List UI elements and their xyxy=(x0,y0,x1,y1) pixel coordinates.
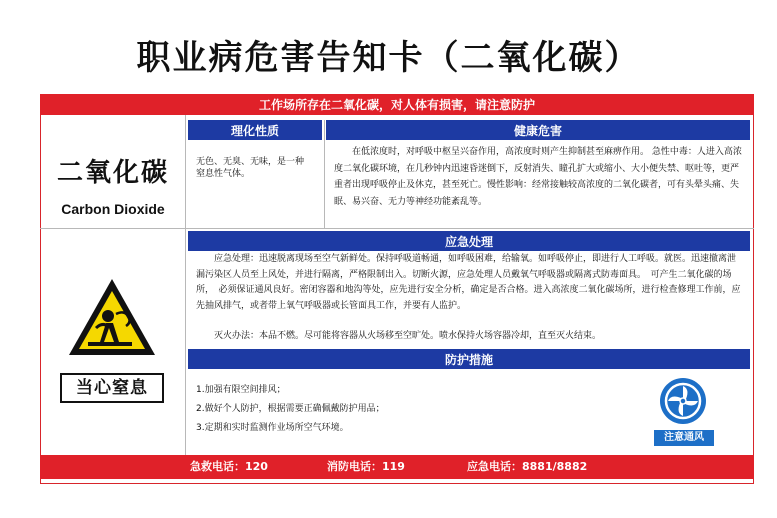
ventilation-fan-icon xyxy=(659,377,707,425)
emergency-heading: 应急处理 xyxy=(188,231,750,251)
protection-item: 2.做好个人防护，根据需要正确佩戴防护用品； xyxy=(196,404,385,414)
substance-name-en: Carbon Dioxide xyxy=(61,201,165,217)
properties-heading: 理化性质 xyxy=(188,120,322,140)
firefighting-text: 灭火办法：本品不燃。尽可能将容器从火场移至空旷处。喷水保持火场容器冷却，直至灭火结束。 xyxy=(214,331,602,341)
protection-item: 1.加强有限空间排风； xyxy=(196,385,286,395)
divider xyxy=(186,228,754,229)
emergency-text: 应急处理：迅速脱离现场至空气新鲜处。保持呼吸道畅通，如呼吸困难，给输氧。如呼吸停止，即进行人工呼吸。就医。迅速撤离泄漏污染区人员至上风处，并进行隔离，严格限制出入。切断火源，应急处理人员戴氧气呼吸器或隔离式防毒面具。 可产生二氧化碳的场所， 必须保证通风良好。密闭容器和地沟等处，应先进行安全分析，确定是否合格。进入高浓度二氧化碳场所，进行检查修理工作前，应先抽风排气，或者带上氧气呼吸器或长管面具工作，并要有人监护。 xyxy=(196,254,741,311)
health-heading: 健康危害 xyxy=(326,120,750,140)
emergency-phone: 应急电话：8881/8882 xyxy=(467,460,588,473)
health-text: 在低浓度时，对呼吸中枢呈兴奋作用，高浓度时则产生抑制甚至麻痹作用。 急性中毒：人进入高浓度二氧化碳环境，在几秒钟内迅速昏迷倒下，反射消失、瞳孔扩大或缩小、大小便失禁、呕吐等，更严重者出现呼吸停止及休克，甚至死亡。慢性影响：经常接触较高浓度的二氧化碳者，可有头晕头痛、失眠、易兴奋、无力等神经功能紊乱等。 xyxy=(334,147,742,207)
divider xyxy=(324,120,325,228)
ventilation-sign-label: 注意通风 xyxy=(654,430,714,446)
page-title: 职业病危害告知卡（二氧化碳） xyxy=(136,38,641,78)
asphyxiation-warning-label: 当心窒息 xyxy=(60,373,164,403)
substance-name-cn: 二氧化碳 xyxy=(56,158,169,188)
first-aid-phone: 急救电话：120 xyxy=(190,460,268,473)
fire-phone: 消防电话：119 xyxy=(327,460,405,473)
protection-heading: 防护措施 xyxy=(188,349,750,369)
warning-banner: 工作场所存在二氧化碳，对人体有损害，请注意防护 xyxy=(40,94,754,115)
divider xyxy=(40,228,186,229)
properties-text: 无色、无臭、无味，是一种窒息性气体。 xyxy=(196,157,305,179)
protection-item: 3.定期和实时监测作业场所空气环境。 xyxy=(196,423,349,433)
asphyxiation-warning-icon xyxy=(66,276,158,358)
